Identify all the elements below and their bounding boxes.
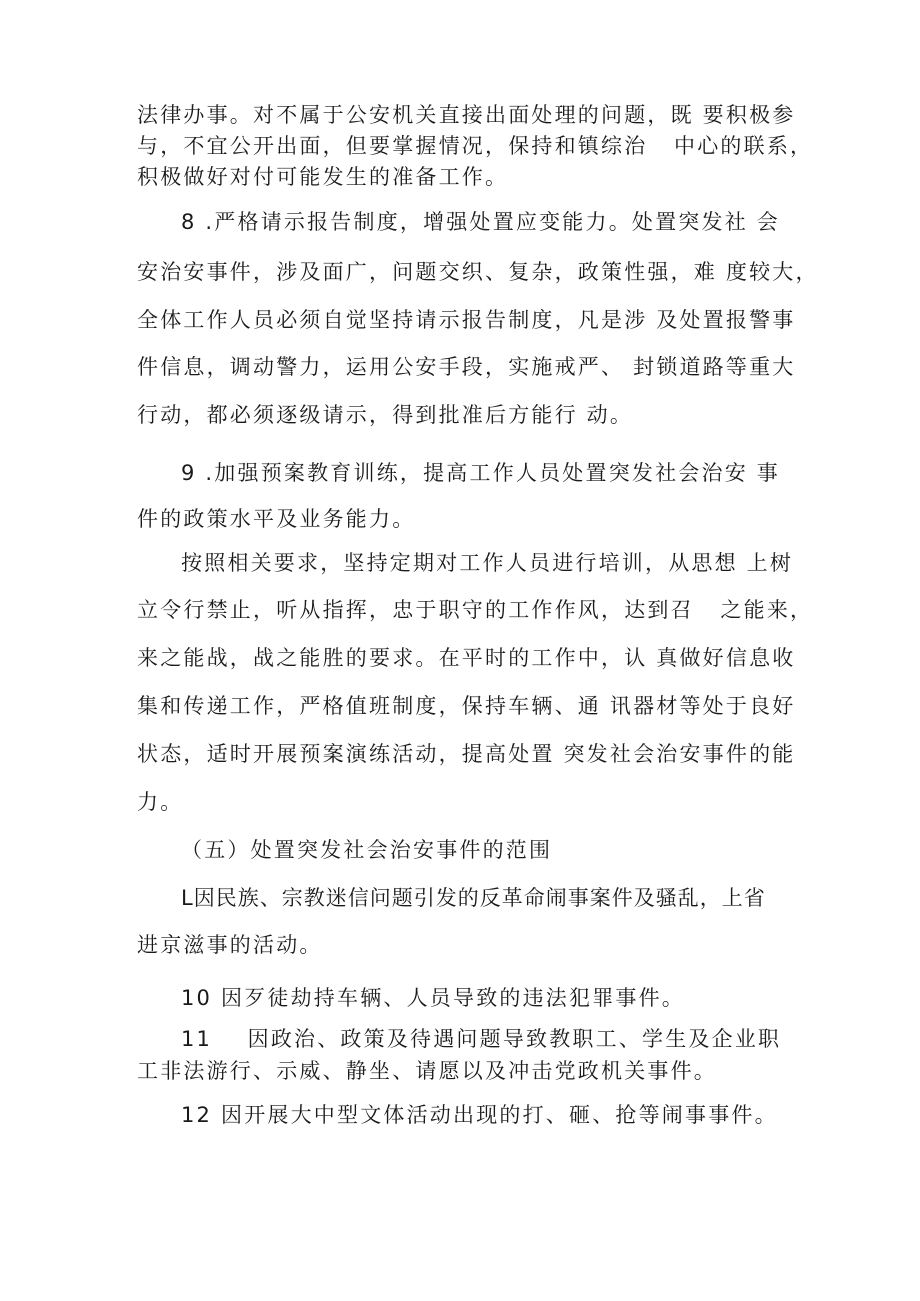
paragraph-line: 全体工作人员必须自觉坚持请示报告制度，凡是涉 及处置报警事 <box>137 308 796 332</box>
paragraph-line: 集和传递工作，严格值班制度，保持车辆、通 讯器材等处于良好 <box>137 694 796 718</box>
paragraph-line: 10 因歹徒劫持车辆、人员导致的违法犯罪事件。 <box>181 986 685 1010</box>
paragraph-line: 11 因政治、政策及待遇问题导致教职工、学生及企业职 <box>181 1027 782 1051</box>
paragraph-line: 12 因开展大中型文体活动出现的打、砸、抢等闹事事件。 <box>181 1103 778 1127</box>
paragraph-line: 力。 <box>137 790 184 814</box>
paragraph-line: 立令行禁止，听从指挥，忠于职守的工作作风，达到召 之能来， <box>137 598 814 622</box>
paragraph-line: 按照相关要求，坚持定期对工作人员进行培训，从思想 上树 <box>181 551 794 575</box>
section-heading: （五）处置突发社会治安事件的范围 <box>181 838 553 862</box>
paragraph-line: 件信息，调动警力，运用公安手段，实施戒严、 封锁道路等重大 <box>137 355 796 379</box>
paragraph-line: 件的政策水平及业务能力。 <box>137 507 416 531</box>
paragraph-line: 法律办事。对不属于公安机关直接出面处理的问题，既 要积极参 <box>137 103 796 127</box>
paragraph-line: 来之能战，战之能胜的要求。在平时的工作中，认 真做好信息收 <box>137 646 796 670</box>
paragraph-line: 行动，都必须逐级请示，得到批准后方能行 动。 <box>137 403 634 427</box>
paragraph-line: L因民族、宗教迷信问题引发的反革命闹事案件及骚乱，上省 <box>181 886 766 910</box>
paragraph-line: 与，不宜公开出面，但要掌握情况，保持和镇综治 中心的联系， <box>137 134 814 158</box>
paragraph-line: 状态，适时开展预案演练活动，提高处置 突发社会治安事件的能 <box>137 742 796 766</box>
paragraph-line: 工非法游行、示威、静坐、请愿以及冲击党政机关事件。 <box>137 1059 717 1083</box>
paragraph-line: 9 .加强预案教育训练，提高工作人员处置突发社会治安 事 <box>181 461 780 485</box>
paragraph-line: 积极做好对付可能发生的准备工作。 <box>137 165 509 189</box>
paragraph-line: 8 .严格请示报告制度，增强处置应变能力。处置突发社 会 <box>181 210 780 234</box>
paragraph-line: 进京滋事的活动。 <box>137 933 323 957</box>
paragraph-line: 安治安事件，涉及面广，问题交织、复杂，政策性强，难 度较大， <box>137 260 819 284</box>
